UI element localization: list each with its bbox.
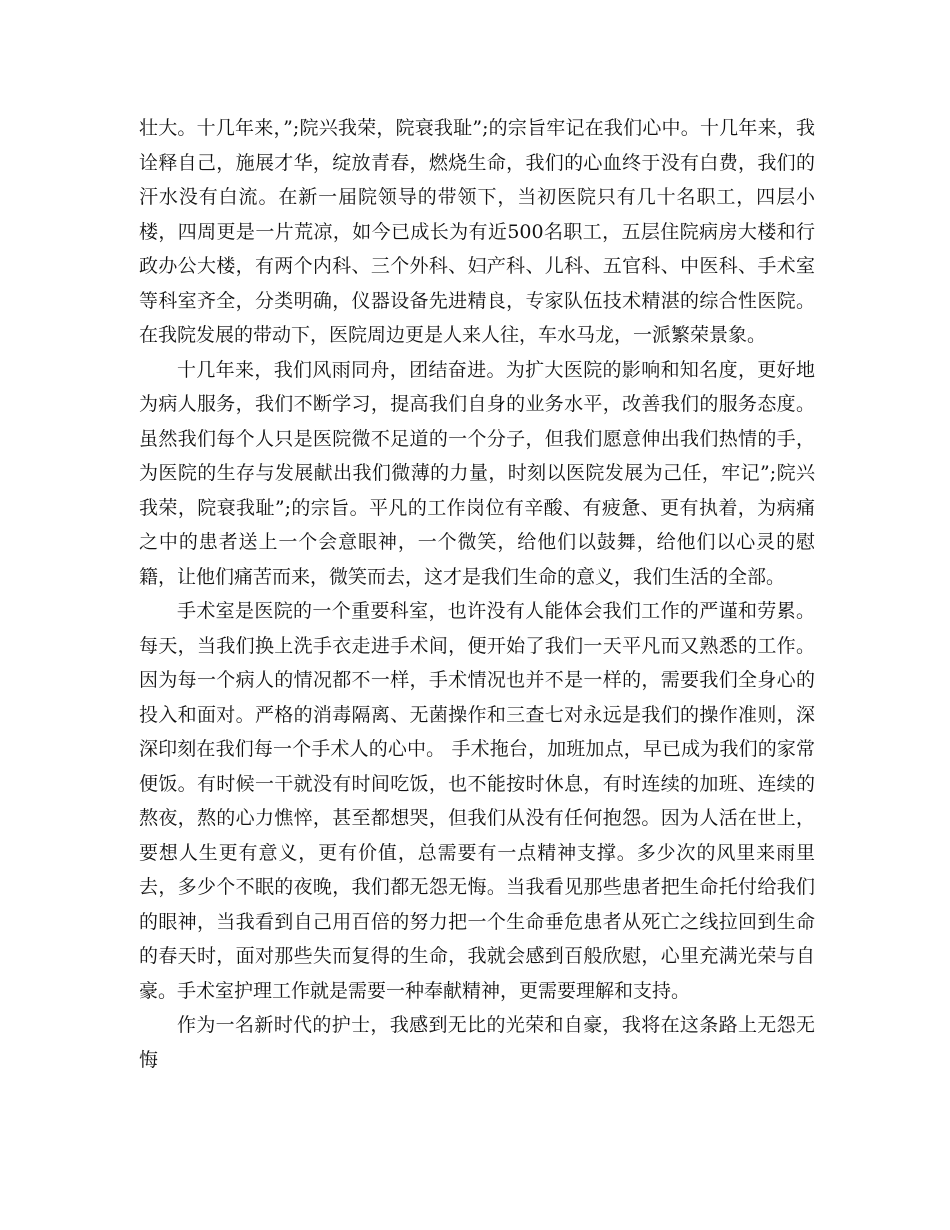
paragraph-3: 手术室是医院的一个重要科室，也许没有人能体会我们工作的严谨和劳累。每天，当我们换上洗手衣走进手术间，便开始了我们一天平凡而又熟悉的工作。因为每一个病人的情况都不一样，手术情况也并不是一样的，需要我们全身心的投入和面对。严格的消毒隔离、无菌操作和三查七对永远是我们的操作准则，深深印刻在我们每一个手术人的心中。 手术拖台，加班加点，早已成为我们的家常便饭。有时候一干就没有时间吃饭，也不能按时休息，有时连续的加班、连续的熬夜，熬的心力憔悴，甚至都想哭，但我们从没有任何抱怨。因为人活在世上，要想人生更有意义，更有价值，总需要有一点精神支撑。多少次的风里来雨里去，多少个不眠的夜晚，我们都无怨无悔。当我看见那些患者把生命托付给我们的眼神，当我看到自己用百倍的努力把一个生命垂危患者从死亡之线拉回到生命的春天时，面对那些失而复得的生命，我就会感到百般欣慰，心里充满光荣与自豪。手术室护理工作就是需要一种奉献精神，更需要理解和支持。: [139, 600, 815, 1002]
paragraph-1: 壮大。十几年来，”;院兴我荣，院衰我耻”;的宗旨牢记在我们心中。十几年来，我诠释自己，施展才华，绽放青春，燃烧生命，我们的心血终于没有白费，我们的汗水没有白流。在新一届院领导的带领下，当初医院只有几十名职工，四层小楼，四周更是一片荒凉，如今已成长为有近500名职工，五层住院病房大楼和行政办公大楼，有两个内科、三个外科、妇产科、儿科、五官科、中医科、手术室等科室齐全，分类明确，仪器设备先进精良，专家队伍技术精湛的综合性医院。在我院发展的带动下，医院周边更是人来人往，车水马龙，一派繁荣景象。: [139, 117, 815, 346]
paragraph-4: 作为一名新时代的护士，我感到无比的光荣和自豪，我将在这条路上无怨无悔: [139, 1014, 815, 1071]
document-body: [139, 111, 815, 1077]
paragraph-2: 十几年来，我们风雨同舟，团结奋进。为扩大医院的影响和知名度，更好地为病人服务，我们不断学习，提高我们自身的业务水平，改善我们的服务态度。虽然我们每个人只是医院微不足道的一个分子，但我们愿意伸出我们热情的手，为医院的生存与发展献出我们微薄的力量，时刻以医院发展为己任，牢记”;院兴我荣，院衰我耻”;的宗旨。平凡的工作岗位有辛酸、有疲惫、更有执着，为病痛之中的患者送上一个会意眼神，一个微笑，给他们以鼓舞，给他们以心灵的慰籍，让他们痛苦而来，微笑而去，这才是我们生命的意义，我们生活的全部。: [139, 358, 815, 588]
